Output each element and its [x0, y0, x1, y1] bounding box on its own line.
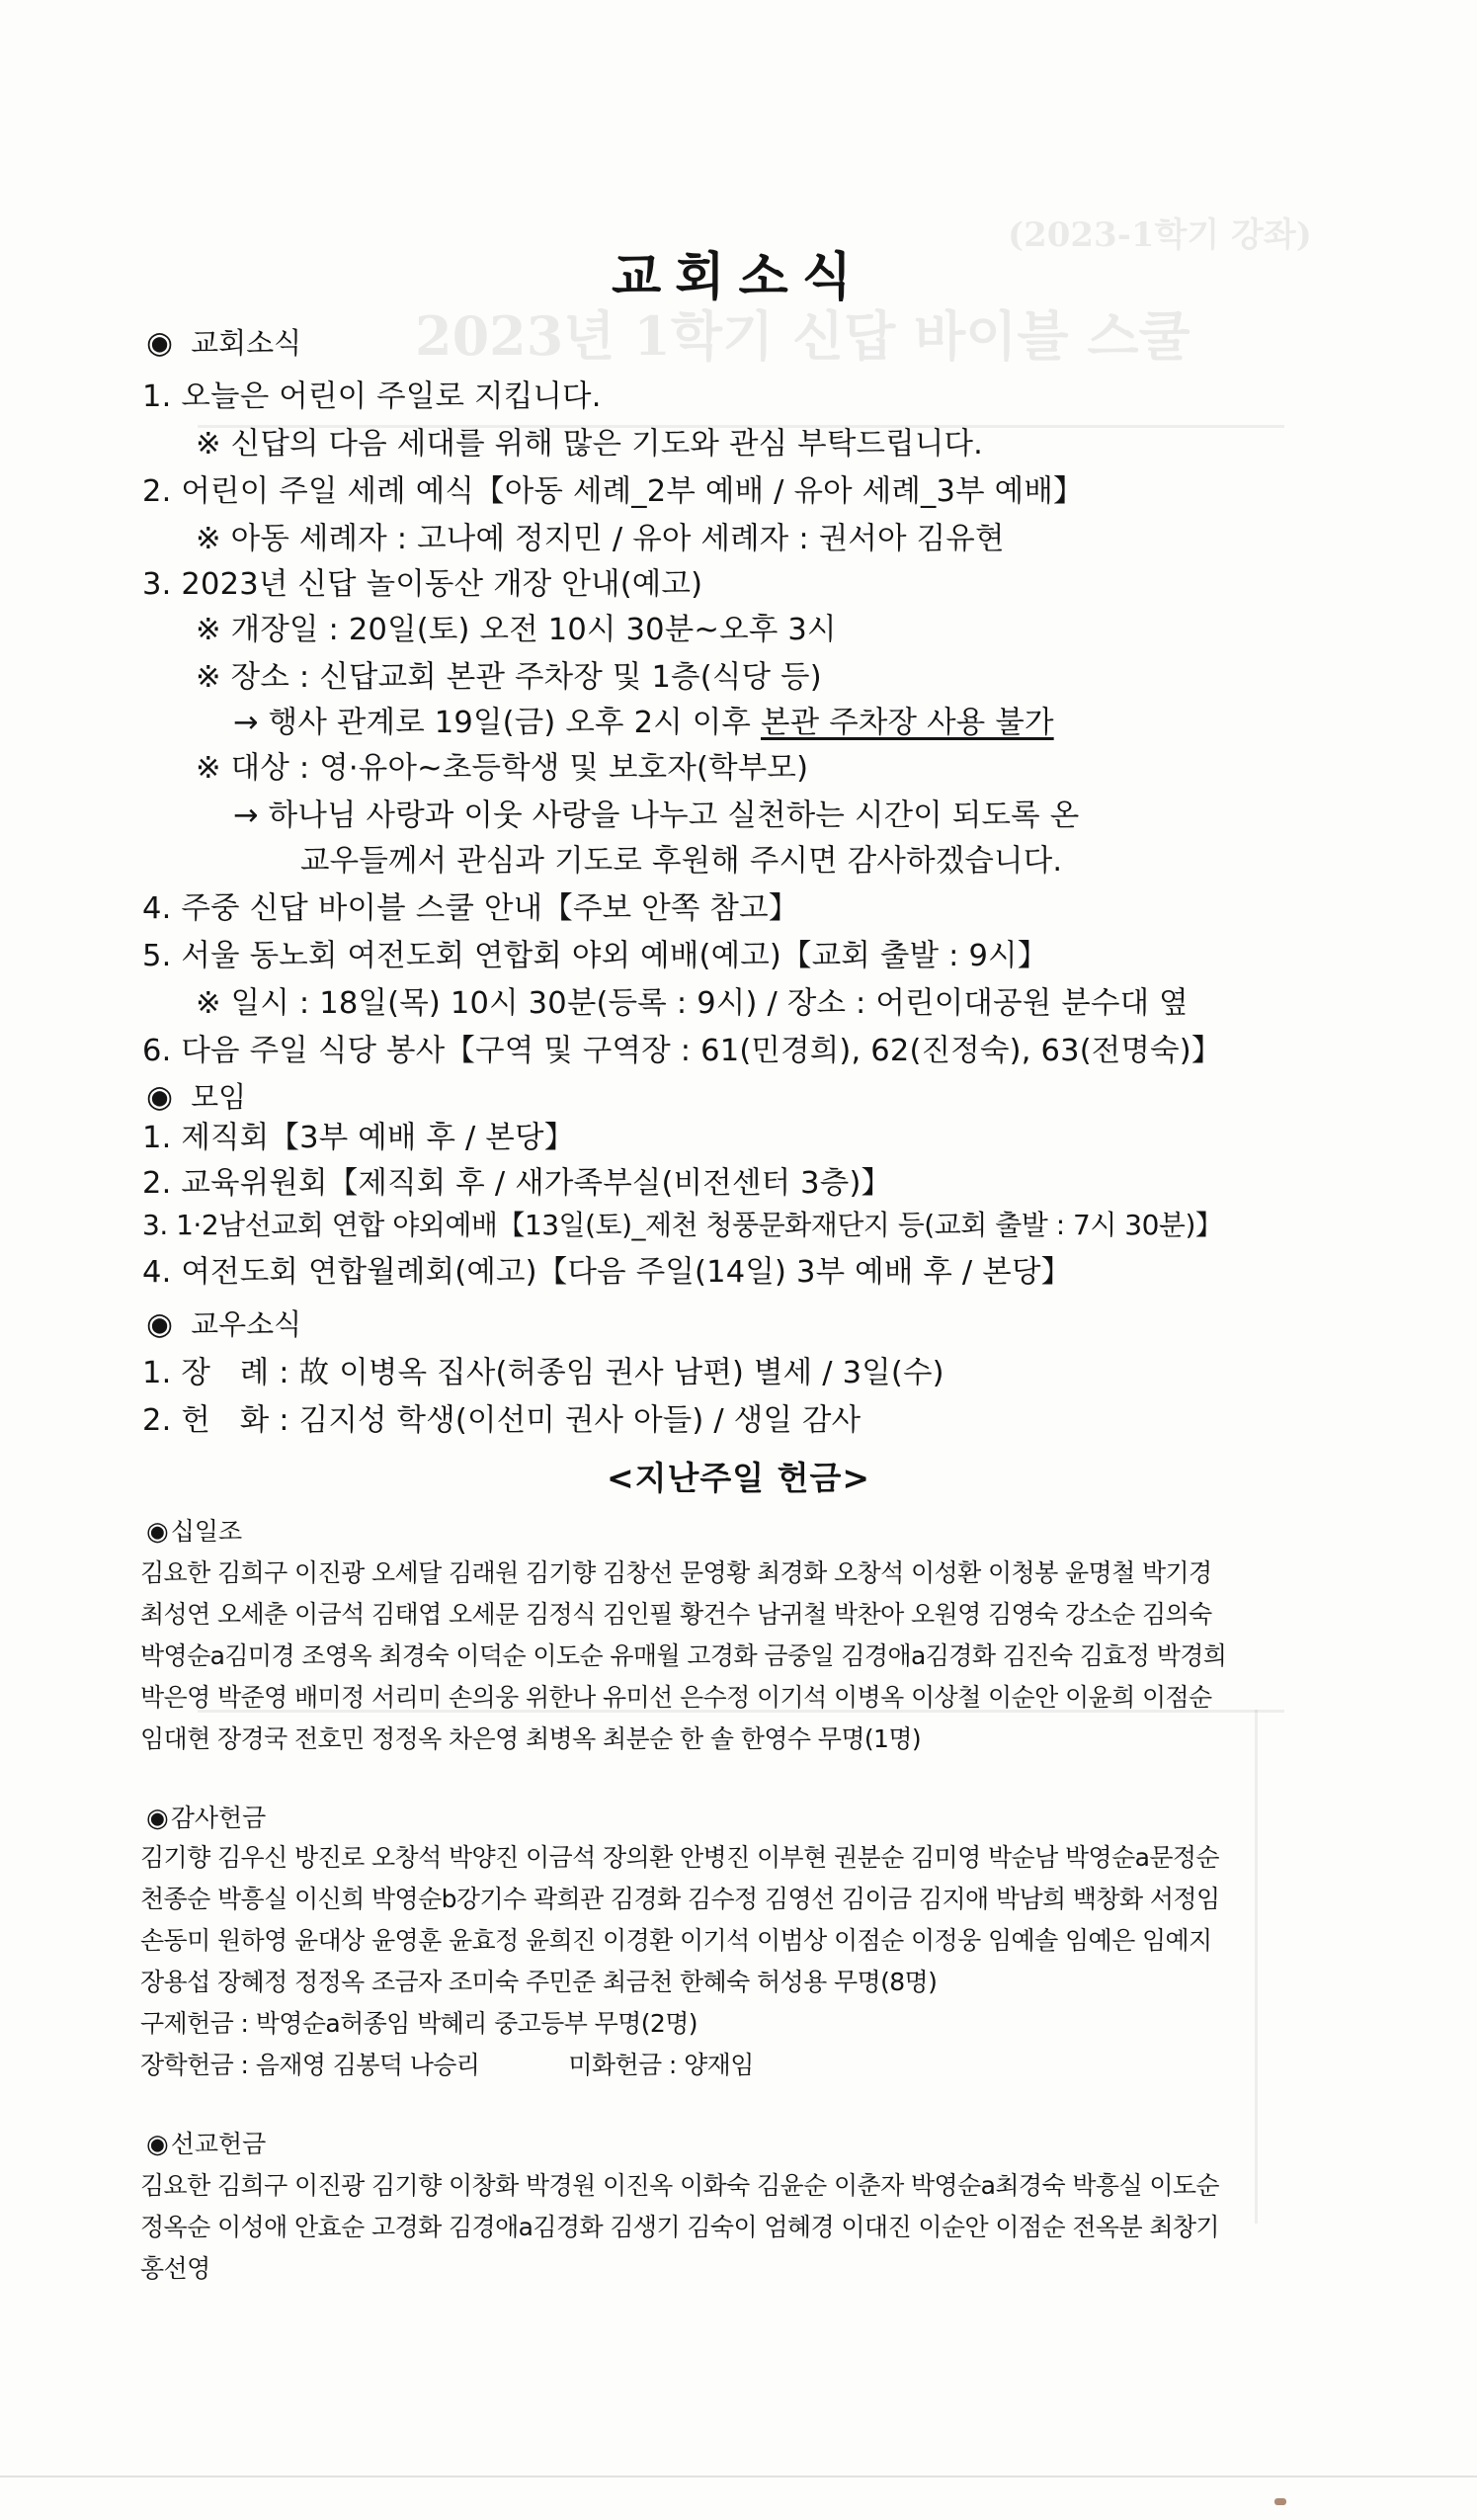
paper-speck	[1274, 2498, 1286, 2505]
tithe-names-line: 임대현 장경국 전호민 정정옥 차은영 최병옥 최분순 한 솔 한영수 무명(1명)	[140, 1724, 922, 1753]
tithe-names-line: 최성연 오세춘 이금석 김태엽 오세문 김정식 김인필 황건수 남귀철 박찬아 오원영 김영숙 강소순 김의숙	[140, 1600, 1212, 1629]
circled-dot-icon: ◉	[146, 1306, 174, 1342]
news-line-3-request: → 하나님 사랑과 이웃 사랑을 나누고 실천하는 시간이 되도록 온	[233, 798, 1080, 833]
parking-unavailable-text: 본관 주차장 사용 불가	[761, 706, 1054, 740]
bleed-through: (2023-1학기 강좌)	[1008, 215, 1312, 255]
circled-dot-icon: ◉	[146, 325, 174, 361]
meeting-line-3: 3. 1·2남선교회 연합 야외예배【13일(토)_제천 청풍문화재단지 등(교회 출발 : 7시 30분)】	[142, 1209, 1223, 1241]
news-line-3: 3. 2023년 신답 놀이동산 개장 안내(예고)	[142, 567, 703, 602]
bleed-through: 2023년 1학기 신답 바이블 스쿨	[415, 304, 1190, 368]
member-news-heading: ◉ 교우소식	[146, 1306, 302, 1342]
thanks-names-line: 손동미 원하영 윤대상 윤영훈 윤효정 윤희진 이경환 이기석 이범상 이점순 이정웅 임예솔 임예은 임예지	[140, 1926, 1212, 1955]
news-line-3-request-cont: 교우들께서 관심과 기도로 후원해 주시면 감사하겠습니다.	[300, 844, 1063, 879]
news-line-3-parking: → 행사 관계로 19일(금) 오후 2시 이후 본관 주차장 사용 불가	[233, 706, 1054, 740]
bleed-through	[1255, 1710, 1258, 2224]
thanks-names-line: 장용섭 장혜정 정정옥 조금자 조미숙 주민준 최금천 한혜숙 허성용 무명(8명)	[140, 1968, 938, 1996]
mission-names-line: 정옥순 이성애 안효순 고경화 김경애a김경화 김생기 김숙이 엄혜경 이대진 이순안 이점순 전옥분 최창기	[140, 2213, 1219, 2241]
meetings-heading: ◉ 모임	[146, 1079, 247, 1115]
thanks-heading: ◉감사헌금	[146, 1804, 267, 1833]
news-line-5: 5. 서울 동노회 여전도회 연합회 야외 예배(예고)【교회 출발 : 9시】	[142, 939, 1048, 973]
circled-dot-icon: ◉	[146, 2130, 169, 2159]
news-line-1-note: ※ 신답의 다음 세대를 위해 많은 기도와 관심 부탁드립니다.	[196, 427, 984, 462]
circled-dot-icon: ◉	[146, 1804, 169, 1833]
news-line-3-target: ※ 대상 : 영·유아~초등학생 및 보호자(학부모)	[196, 751, 809, 786]
news-line-4: 4. 주중 신답 바이블 스쿨 안내【주보 안쪽 참고】	[142, 891, 799, 926]
meeting-line-4: 4. 여전도회 연합월례회(예고)【다음 주일(14일) 3부 예배 후 / 본당】	[142, 1255, 1072, 1290]
beautification-offering: 미화헌금 : 양재임	[568, 2051, 754, 2079]
member-line-funeral: 1. 장 례 : 故 이병옥 집사(허종임 권사 남편) 별세 / 3일(수)	[142, 1356, 944, 1390]
news-line-3-place: ※ 장소 : 신답교회 본관 주차장 및 1층(식당 등)	[196, 660, 822, 695]
news-line-2-note: ※ 아동 세례자 : 고나예 정지민 / 유아 세례자 : 권서아 김유현	[196, 522, 1005, 556]
thanks-names-line: 천종순 박흥실 이신희 박영순b강기수 곽희관 김경화 김수정 김영선 김이금 김지애 박남희 백창화 서정임	[140, 1885, 1220, 1913]
circled-dot-icon: ◉	[146, 1517, 169, 1547]
news-line-2: 2. 어린이 주일 세례 예식【아동 세례_2부 예배 / 유아 세례_3부 예배】	[142, 474, 1084, 509]
page-edge-rule	[0, 2476, 1477, 2478]
member-line-flowers: 2. 헌 화 : 김지성 학생(이선미 권사 아들) / 생일 감사	[142, 1403, 862, 1438]
circled-dot-icon: ◉	[146, 1079, 174, 1115]
news-line-1: 1. 오늘은 어린이 주일로 지킵니다.	[142, 379, 602, 414]
offering-title: <지난주일 헌금>	[606, 1459, 871, 1497]
news-line-6: 6. 다음 주일 식당 봉사【구역 및 구역장 : 61(민경희), 62(진정숙), 63(전명숙)】	[142, 1034, 1222, 1068]
news-line-5-note: ※ 일시 : 18일(목) 10시 30분(등록 : 9시) / 장소 : 어린이대공원 분수대 옆	[196, 986, 1189, 1021]
tithe-names-line: 박영순a김미경 조영옥 최경숙 이덕순 이도순 유매월 고경화 금중일 김경애a김경화 김진숙 김효정 박경희	[140, 1641, 1227, 1670]
news-line-3-date: ※ 개장일 : 20일(토) 오전 10시 30분~오후 3시	[196, 613, 837, 647]
page-title: 교회소식	[612, 247, 865, 307]
scholarship-offering-line: 장학헌금 : 음재영 김봉덕 나승리 미화헌금 : 양재임	[140, 2051, 754, 2079]
tithe-names-line: 박은영 박준영 배미정 서리미 손의웅 위한나 유미선 은수정 이기석 이병옥 이상철 이순안 이윤희 이점순	[140, 1683, 1212, 1712]
tithe-names-line: 김요한 김희구 이진광 오세달 김래원 김기향 김창선 문영황 최경화 오창석 이성환 이청봉 윤명철 박기경	[140, 1558, 1212, 1587]
mission-heading: ◉선교헌금	[146, 2130, 267, 2159]
meeting-line-1: 1. 제직회【3부 예배 후 / 본당】	[142, 1121, 575, 1155]
mission-names-line: 홍선영	[140, 2254, 210, 2283]
tithe-heading: ◉십일조	[146, 1517, 243, 1547]
meeting-line-2: 2. 교육위원회【제직회 후 / 새가족부실(비전센터 3층)】	[142, 1166, 892, 1201]
church-news-heading: ◉ 교회소식	[146, 325, 302, 361]
relief-offering-line: 구제헌금 : 박영순a허종임 박혜리 중고등부 무명(2명)	[140, 2009, 697, 2038]
thanks-names-line: 김기향 김우신 방진로 오창석 박양진 이금석 장의환 안병진 이부현 권분순 김미영 박순남 박영순a문정순	[140, 1843, 1219, 1872]
mission-names-line: 김요한 김희구 이진광 김기향 이창화 박경원 이진옥 이화숙 김윤순 이춘자 박영순a최경숙 박흥실 이도순	[140, 2171, 1219, 2200]
